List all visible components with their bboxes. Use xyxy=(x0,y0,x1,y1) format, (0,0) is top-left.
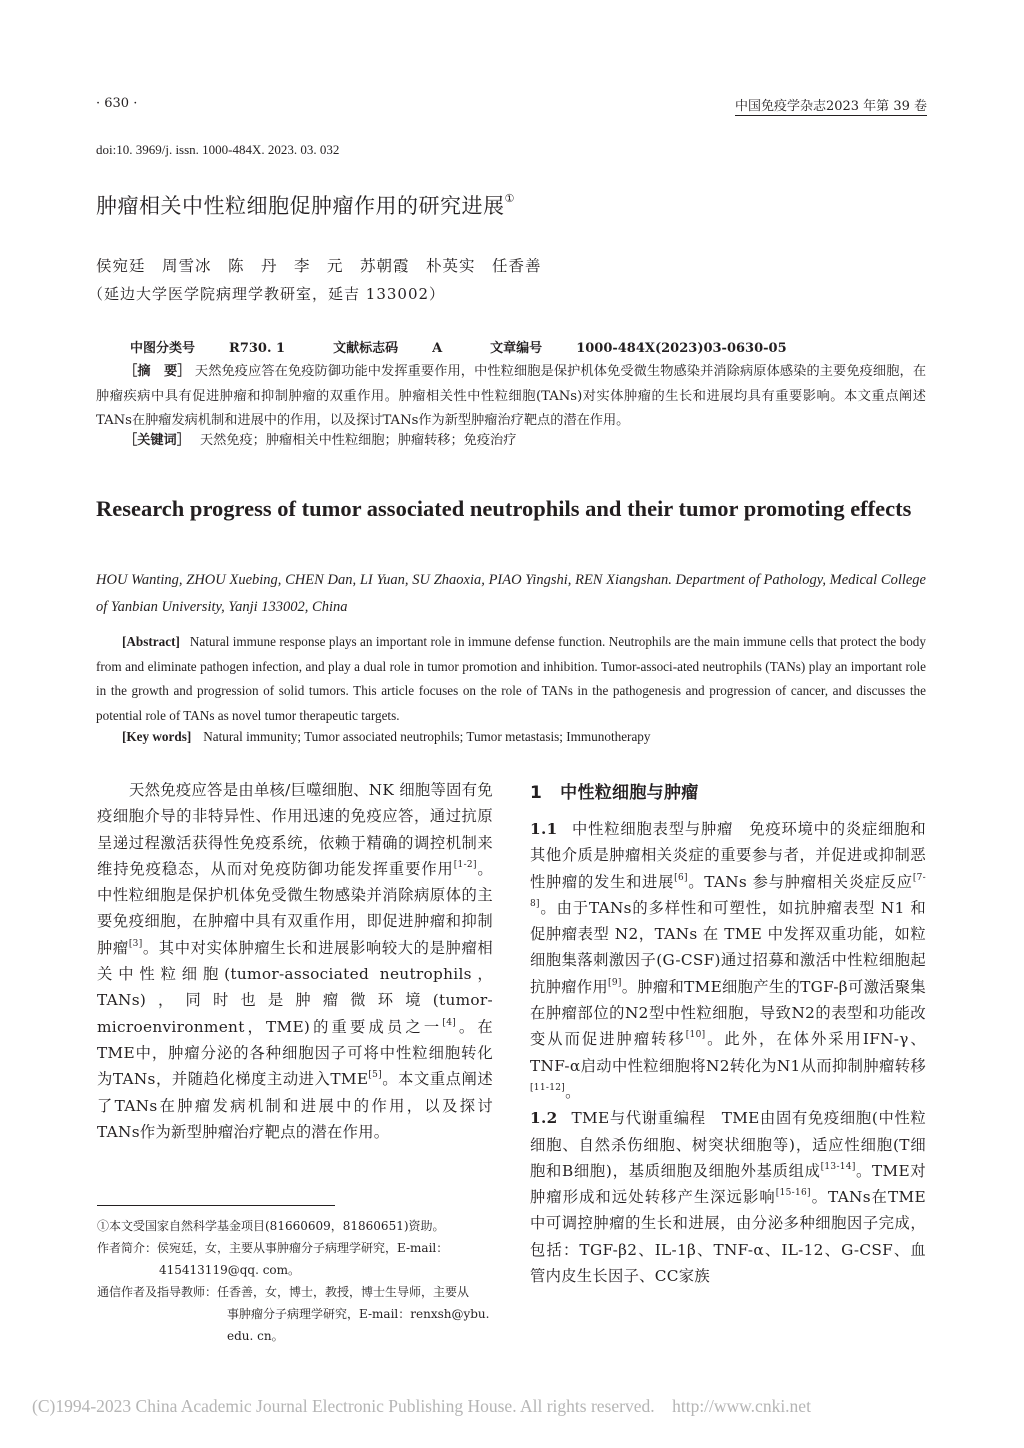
citation[interactable]: [9] xyxy=(608,977,622,988)
page-number: · 630 · xyxy=(96,96,138,111)
authors-cn: 侯宛廷 周雪冰 陈 丹 李 元 苏朝霞 朴英实 任香善 xyxy=(96,257,542,275)
subsection-number: 1.2 xyxy=(530,1109,558,1128)
body-text: 。TANs在TME中可调控肿瘤的生长和进展，由分泌多种细胞因子完成，包括：TGF-β2、IL-1β、TNF-α、IL-12、G-CSF、血管内皮生长因子、CC家族 xyxy=(530,1188,926,1286)
body-text: 。其中对实体肿瘤生长和进展影响较大的是肿瘤相关中性粒细胞(tumor-associated neutrophils，TANs)，同时也是肿瘤微环境(tumor-microenvironment，TME)的重要成员之一 xyxy=(97,938,493,1036)
body-text: TME由固有免疫细胞(中性粒细胞、自然杀伤细胞、树突状细胞等)，适应性细胞(T细胞和B细胞)，基质细胞及细胞外基质组成 xyxy=(530,1109,927,1180)
body-text: 。此外，在体外采用IFN-γ、TNF-α启动中性粒细胞将N2转化为N1从而抑制肿瘤转移 xyxy=(530,1030,927,1075)
body-text: 。 xyxy=(565,1082,581,1101)
abstract-en-label: [Abstract] xyxy=(122,634,180,649)
article-no-label: 文章编号 xyxy=(490,341,543,356)
footnote-author-email[interactable]: 415413119@qq. com。 xyxy=(159,1263,301,1277)
body-text: 天然免疫应答是由单核/巨噬细胞、NK 细胞等固有免疫细胞介导的非特异性、作用迅速的免疫应答，通过抗原呈递过程激活获得性免疫系统，依赖于精确的调控机制来维持免疫稳态，从而对免疫防御功能发挥重要作用 xyxy=(97,781,493,878)
keywords-en-text: Natural immunity; Tumor associated neutrophils; Tumor metastasis; Immunotherapy xyxy=(203,729,651,744)
keywords-en xyxy=(122,729,650,745)
keywords-cn-text: 天然免疫；肿瘤相关中性粒细胞；肿瘤转移；免疫治疗 xyxy=(199,433,517,448)
subsection-1-2 xyxy=(530,1105,926,1289)
subsection-title: TME与代谢重编程 xyxy=(571,1109,706,1128)
body-text: 。本文重点阐述了TANs在肿瘤发病机制和进展中的作用，以及探讨TANs作为新型肿瘤治疗靶点的潜在作用。 xyxy=(97,1070,493,1141)
body-text: 。由于TANs的多样性和可塑性，如抗肿瘤表型 N1 和促肿瘤表型 N2，TANs 在 TME 中发挥双重功能，如粒细胞集落刺激因子(G-CSF)通过招募和激活中性粒细胞起抗肿瘤作用 xyxy=(530,898,926,996)
footnote-author-intro: 作者简介：侯宛廷，女，主要从事肿瘤分子病理学研究，E-mail： xyxy=(97,1241,449,1255)
abstract-cn-text: 天然免疫应答在免疫防御功能中发挥重要作用，中性粒细胞是保护机体免受微生物感染并消除病原体感染的主要免疫细胞，在肿瘤疾病中具有促进肿瘤和抑制肿瘤的双重作用。肿瘤相关性中性粒细胞(TANs)对实体肿瘤的生长和进展均具有重要影响。本文重点阐述TANs在肿瘤发病机制和进展中的作用，以及探讨TANs作为新型肿瘤治疗靶点的潜在作用。 xyxy=(96,364,927,428)
doc-code-value: A xyxy=(432,341,443,356)
keywords-en-label: [Key words] xyxy=(122,729,192,744)
title-cn xyxy=(96,190,515,220)
abstract-cn xyxy=(96,360,926,434)
title-cn-text: 肿瘤相关中性粒细胞促肿瘤作用的研究进展 xyxy=(96,194,505,218)
footnote-corresponding-email[interactable]: edu. cn。 xyxy=(227,1329,284,1343)
citation[interactable]: [15-16] xyxy=(775,1188,811,1199)
section-number: 1 xyxy=(530,783,543,803)
article-no-value: 1000-484X(2023)03-0630-05 xyxy=(576,341,787,356)
body-text: 。TME对肿瘤形成和远处转移产生深远影响 xyxy=(530,1161,926,1207)
journal-header: 中国免疫学杂志2023 年第 39 卷 xyxy=(735,95,927,116)
citation[interactable]: [1-2] xyxy=(453,859,477,870)
section-title: 中性粒细胞与肿瘤 xyxy=(560,783,699,803)
copyright-watermark: (C)1994-2023 China Academic Journal Electronic Publishing House. All rights reserved. http://www.cnki.net xyxy=(32,1396,811,1416)
body-text: 免疫环境中的炎症细胞和其他介质是肿瘤相关炎症的重要参与者，并促进或抑制恶性肿瘤的发生和进展 xyxy=(530,820,926,891)
abstract-en xyxy=(96,630,926,728)
citation[interactable]: [13-14] xyxy=(820,1161,856,1172)
body-text: 。TANs 参与肿瘤相关炎症反应 xyxy=(687,872,913,891)
doc-code-label: 文献标志码 xyxy=(333,341,399,356)
abstract-cn-label: ［摘 要］ xyxy=(124,364,191,379)
body-column-right xyxy=(530,777,926,1289)
citation[interactable]: [3] xyxy=(128,938,143,949)
keywords-cn xyxy=(124,429,516,448)
citation[interactable]: [10] xyxy=(685,1030,706,1041)
citation[interactable]: [7-8] xyxy=(530,872,926,909)
body-column-left xyxy=(97,777,493,1145)
keywords-cn-label: ［关键词］ xyxy=(124,433,190,448)
body-text: 。在TME中，肿瘤分泌的各种细胞因子可将中性粒细胞转化为TANs，并随趋化梯度主动进入TME xyxy=(97,1017,493,1089)
affiliation-cn: （延边大学医学院病理学教研室，延吉 133002） xyxy=(88,285,446,303)
doi[interactable]: doi:10. 3969/j. issn. 1000-484X. 2023. 03. 032 xyxy=(96,142,340,157)
citation[interactable]: [6] xyxy=(674,872,688,883)
authors-en: HOU Wanting, ZHOU Xuebing, CHEN Dan, LI Yuan, SU Zhaoxia, PIAO Yingshi, REN Xiangshan. Department of Pathology, Medical College of Yanbian University, Yanji 133002, China xyxy=(96,572,926,615)
footnote-fund: ①本文受国家自然科学基金项目(81660609，81860651)资助。 xyxy=(97,1219,445,1233)
abstract-en-text: Natural immune response plays an important role in immune defense function. Neutrophils are the main immune cells that protect the body from and eliminate pathogen infection, and play a dual role in tumor promotion and inhibition. Tumor-associ-ated neutrophils (TANs) play an important role in the growth and progression of solid tumors. This article focuses on the role of TANs in the pathogenesis and progression of cancer, and discusses the potential role of TANs as novel tumor therapeutic targets. xyxy=(96,634,926,723)
clc-value: R730. 1 xyxy=(229,341,286,356)
footnote-divider xyxy=(97,1205,335,1206)
citation[interactable]: [4] xyxy=(442,1017,457,1028)
citation[interactable]: [5] xyxy=(368,1070,382,1081)
subsection-title: 中性粒细胞表型与肿瘤 xyxy=(571,820,734,838)
subsection-1-1 xyxy=(530,816,926,1105)
clc-label: 中图分类号 xyxy=(130,341,196,356)
footnote-corresponding: 通信作者及指导教师：任香善，女，博士，教授，博士生导师，主要从 xyxy=(97,1285,470,1299)
classification-line xyxy=(130,337,835,356)
citation[interactable]: [11-12] xyxy=(530,1082,566,1093)
footnotes xyxy=(97,1215,497,1347)
body-text: 。中性粒细胞是保护机体免受微生物感染并消除病原体的主要免疫细胞，在肿瘤中具有双重作用，即促进肿瘤和抑制肿瘤 xyxy=(97,859,493,957)
body-text: 。肿瘤和TME细胞产生的TGF-β可激活聚集在肿瘤部位的N2型中性粒细胞，导致N2的表型和功能改变从而促进肿瘤转移 xyxy=(530,977,926,1049)
title-en: Research progress of tumor associated neutrophils and their tumor promoting effects xyxy=(96,496,912,521)
subsection-number: 1.1 xyxy=(530,820,558,838)
section-heading-1 xyxy=(530,780,926,806)
title-footnote-marker[interactable]: ① xyxy=(504,192,515,205)
footnote-corresponding-cont: 事肿瘤分子病理学研究，E-mail：renxsh@ybu. xyxy=(227,1307,490,1321)
